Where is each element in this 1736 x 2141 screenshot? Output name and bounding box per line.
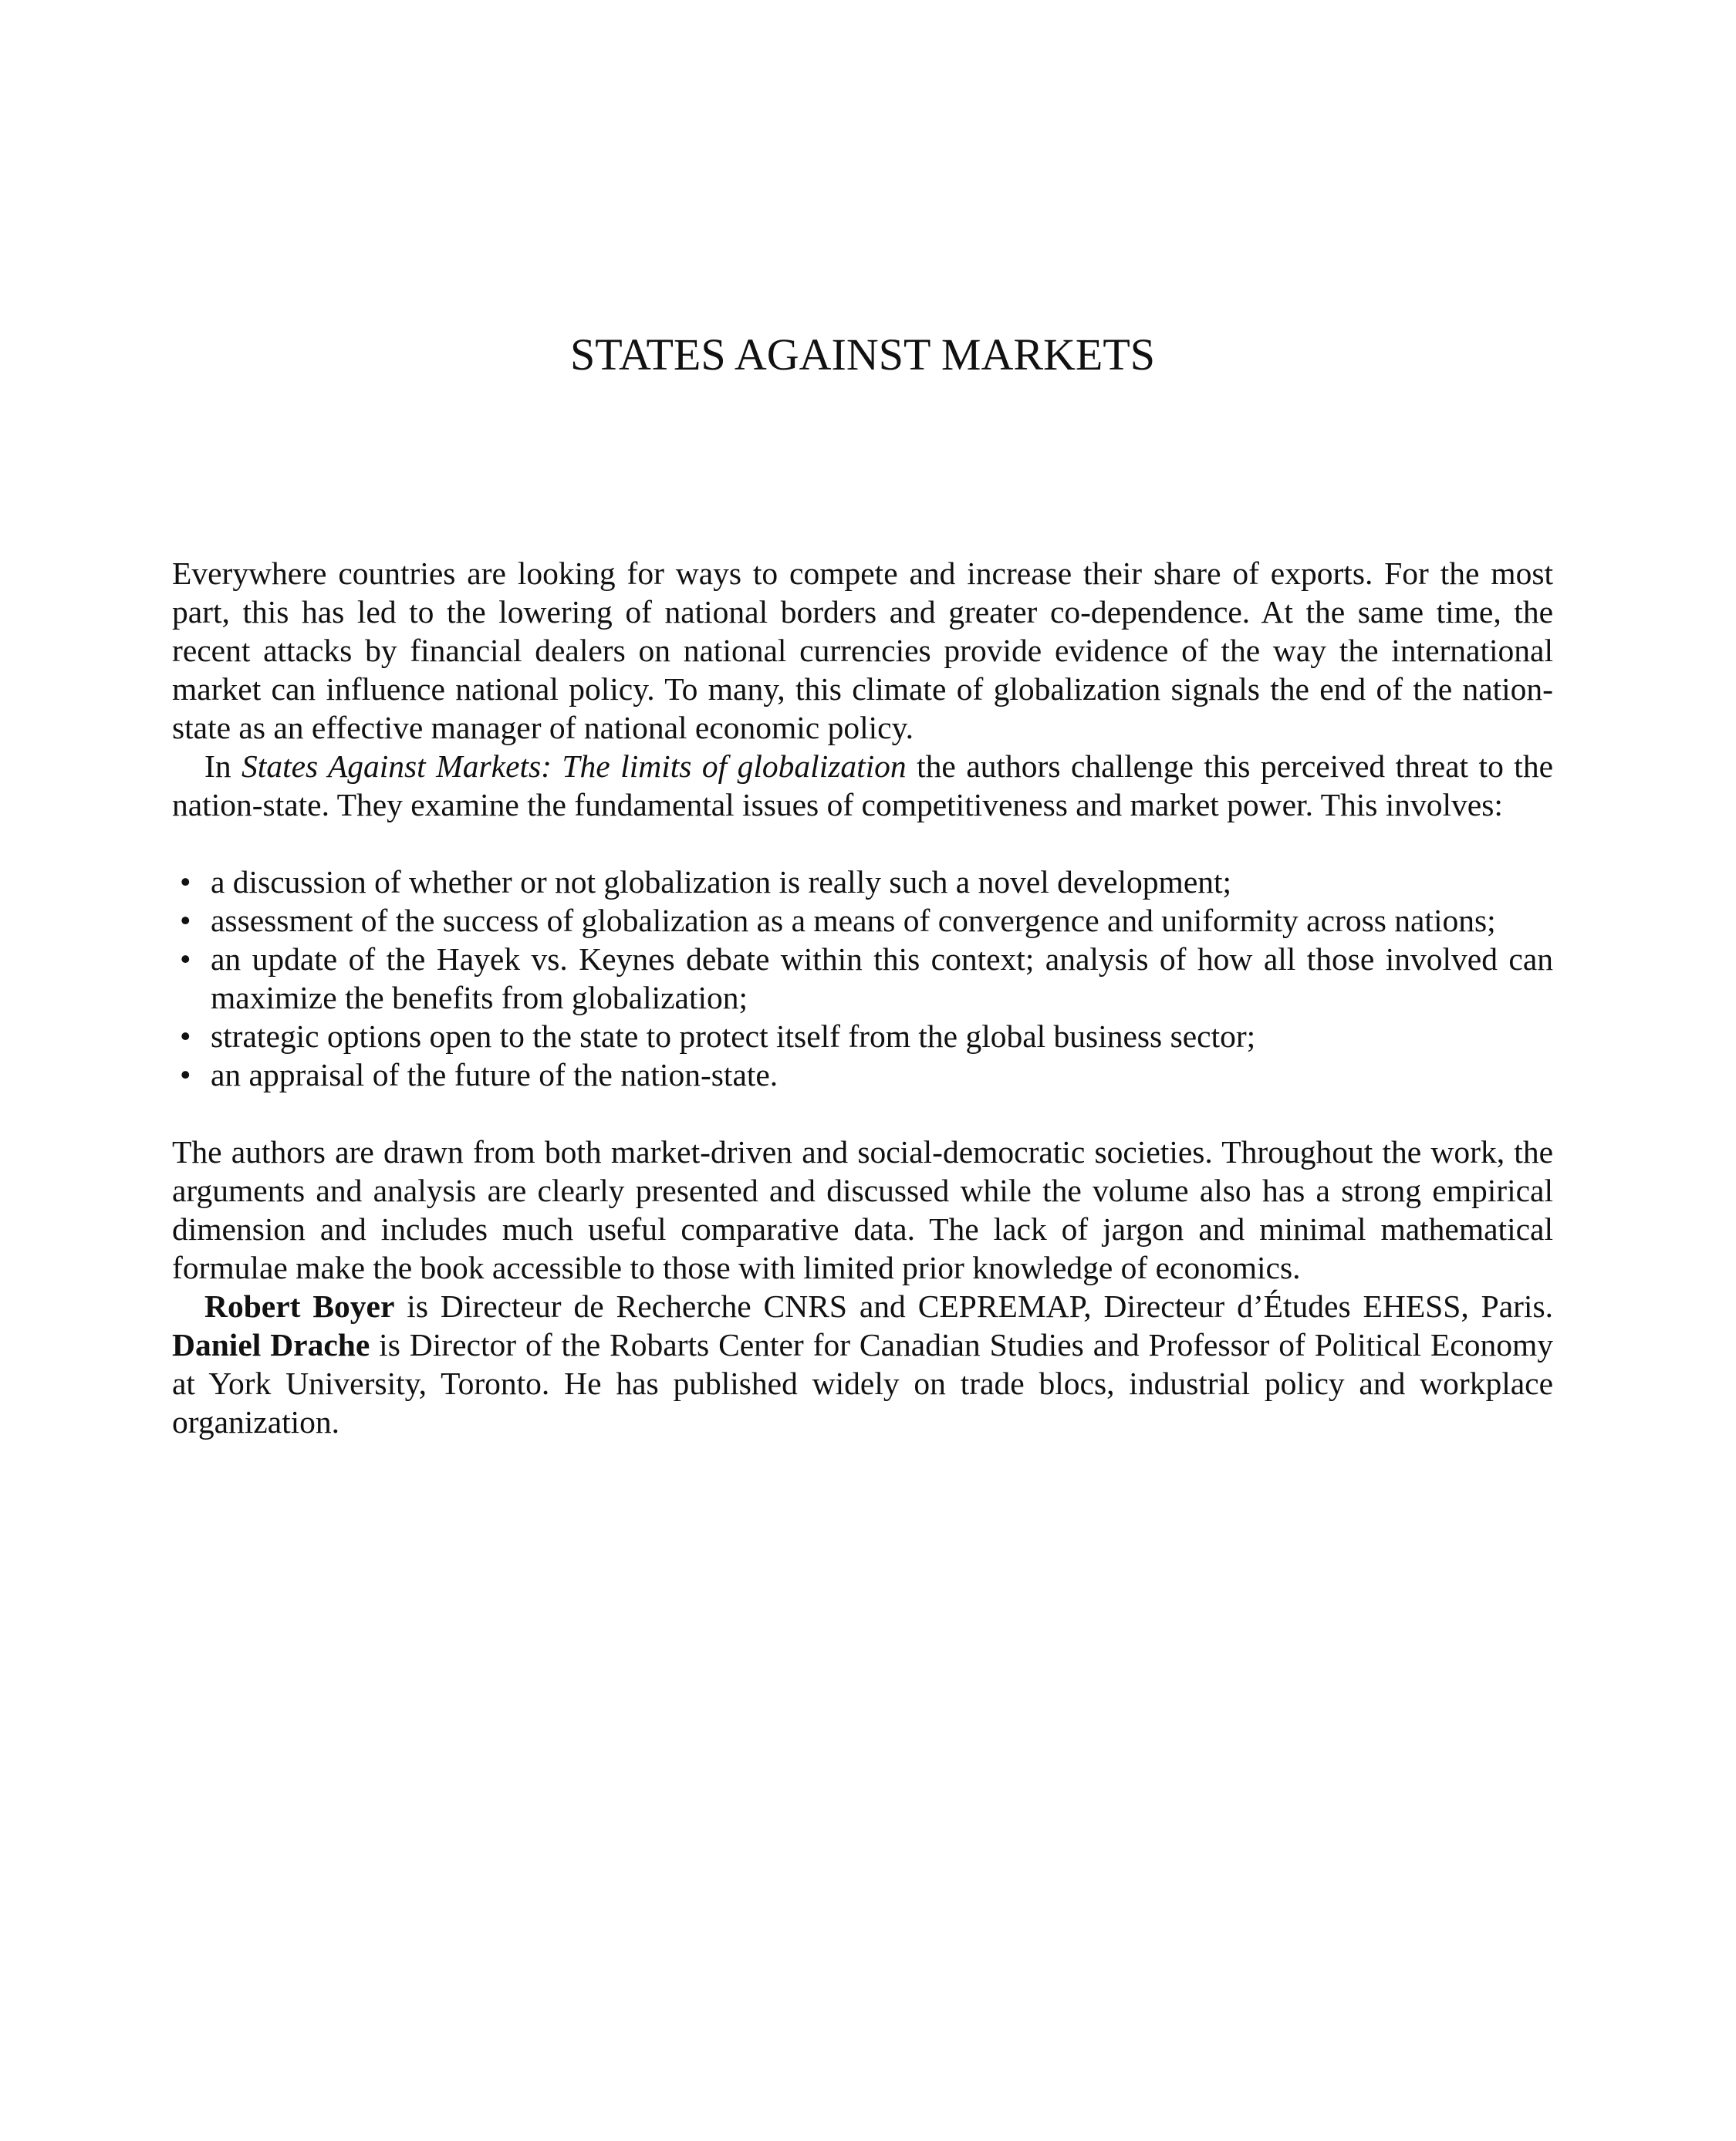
intro-paragraph: Everywhere countries are looking for ways to compete and increase their share of exports. For the most part, this has led to the lowering of national borders and greater co-dependence. At the same time, the recent attacks by financial dealers on national currencies provide evidence of the way the international market can influence national policy. To many, this climate of globalization signals the end of the nation-state as an effective manager of national economic policy. (172, 556, 1553, 745)
blurb-body (172, 554, 1553, 1441)
bullet-dot-icon: • (180, 1057, 191, 1092)
list-item-text: a discussion of whether or not globalization is really such a novel development; (211, 864, 1232, 900)
list-item-text: strategic options open to the state to protect itself from the global business sector; (211, 1018, 1256, 1054)
bullet-list (172, 863, 1553, 1094)
book-paragraph (172, 747, 1553, 824)
list-item (172, 901, 1553, 940)
list-item (172, 1017, 1553, 1055)
list-item (172, 863, 1553, 901)
book-paragraph-prefix: In (204, 748, 242, 784)
list-item-text: an update of the Hayek vs. Keynes debate within this context; analysis of how all those involved can maximize the benefits from globalization; (211, 941, 1553, 1015)
bullet-dot-icon: • (180, 1018, 191, 1054)
bullet-dot-icon: • (180, 903, 191, 938)
page-title: STATES AGAINST MARKETS (569, 329, 1156, 380)
spacer (172, 1094, 1553, 1133)
list-item (172, 1055, 1553, 1094)
bullet-dot-icon: • (180, 864, 191, 900)
spacer (172, 824, 1553, 863)
list-item-text: assessment of the success of globalization as a means of convergence and uniformity across nations; (211, 903, 1496, 938)
list-item-text: an appraisal of the future of the nation-state. (211, 1057, 778, 1092)
bullet-dot-icon: • (180, 941, 191, 977)
book-title-italic: States Against Markets: The limits of globalization (241, 748, 907, 784)
book-paragraph-suffix: the authors challenge this perceived threat to the nation-state. They examine the fundamental issues of competitiveness and market power. This involves: (172, 748, 1553, 822)
author-bios-paragraph (172, 1287, 1553, 1441)
author-name-drache: Daniel Drache (172, 1327, 370, 1363)
authors-context-paragraph: The authors are drawn from both market-driven and social-democratic societies. Throughout the work, the arguments and analysis are clearly presented and discussed while the volume also has a strong empirical dimension and includes much useful comparative data. The lack of jargon and minimal mathematical formulae make the book accessible to those with limited prior knowledge of economics. (172, 1134, 1553, 1285)
author-bio-drache: is Director of the Robarts Center for Canadian Studies and Professor of Political Economy at York University, Toronto. He has published widely on trade blocs, industrial policy and workplace organization. (172, 1327, 1553, 1440)
list-item (172, 940, 1553, 1017)
author-name-boyer: Robert Boyer (204, 1288, 395, 1324)
author-bio-boyer: is Directeur de Recherche CNRS and CEPREMAP, Directeur d’Études EHESS, Paris. (394, 1288, 1553, 1324)
